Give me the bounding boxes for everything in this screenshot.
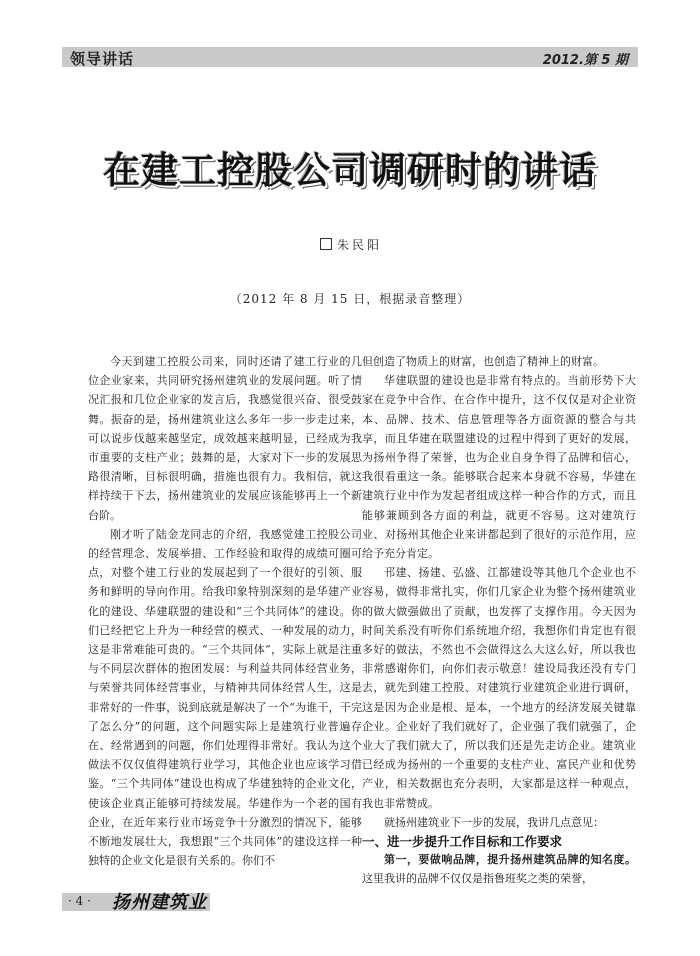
magazine-logo: 扬州建筑业 (112, 892, 207, 913)
paragraph: 华建联盟的建设也是非常有特点的。当前形势下大家在竞争中合作、在合作中提升，这不仅仅是对企业资本、品牌、技术、信息管理等各方面资源的整合与共享，而且华建在联盟建设的过程中得到了更好的发展，为扬州争得了荣誉，也为企业自身争得了品牌和信心，我很看重这一条。能够联合起来本身就不容易，华建在建筑行业中作为发起者组成这样一种合作的方式，而且能够兼顾到各方面的利益，就更不容易。这对建筑行业、对扬州其他企业来讲都起到了很好的示范作用，应给予充分肯定。 (362, 374, 636, 561)
page-number: · 4 · (68, 894, 91, 908)
author-name: 朱民阳 (337, 238, 383, 252)
date-note: （2012 年 8 月 15 日，根据录音整理） (229, 292, 471, 306)
paragraph: 刚才听了陆金龙同志的介绍，我感觉建工控股公司的经营理念、发展举措、工作经验和取得的成绩可圈可点，对整个建工行业的发展起到了一个很好的引领、服务和鲜明的导向作用。给我印象特别深刻的是华建产业化的建设、华建联盟的建设和“三个共同体”的建设。你们已经把它上升为一种经营的模式、一种发展的动力，这是非常难能可贵的。“三个共同体”，实际上就是注重与不同层次群体的抱团发展：与利益共同体经营业务，与荣誉共同体经营事业，与精神共同体经营人生，这是非常好的一件事，说到底就是解决了一个“为谁干，干完了怎么分”的问题，这个问题实际上是建筑行业普遍存在、经常遇到的问题，你们处理得非常好。我认为这个做法不仅仅值得建筑行业学习，其他企业也应该学习借鉴。“三个共同体”建设也构成了华建独特的企业文化，使该企业真正能够可持续发展。华建作为一个老的国有企业，在近年来行业市场竞争十分激烈的情况下，能够不断地发展壮大，我想跟“三个共同体”的建设这样一种独特的企业文化是很有关系的。你们不 (88, 527, 362, 868)
author-line (320, 236, 382, 253)
section-label: 领导讲话 (70, 50, 135, 68)
left-column (88, 352, 362, 870)
section-heading: 一、进一步提升工作目标和工作要求 (362, 834, 563, 850)
paragraph: 今天到建工控股公司来，同时还请了建工行业的几位企业家来，共同研究扬州建筑业的发展问题。听了情况汇报和几位企业家的发言后，我感觉很兴奋、很受鼓舞。振奋的是，扬州建筑业这么多年一步一步走过来，可以说步伐越来越坚定，成效越来越明显，已经成为我市重要的支柱产业；鼓舞的是，大家对下一步的发展思路很清晰，目标很明确，措施也很有力。我相信，就这样持续干下去，扬州建筑业的发展应该能够再上一个新台阶。 (88, 355, 362, 522)
lead-text: 这里我讲的品牌不仅仅是指鲁班奖之类的荣誉， (362, 872, 593, 886)
article-title: 在建工控股公司调研时的讲话 (103, 149, 597, 192)
paragraph: 就扬州建筑业下一步的发展，我讲几点意见： (384, 815, 604, 829)
paragraph (362, 850, 636, 888)
issue-label: 2012.第 5 期 (542, 53, 628, 68)
square-bullet-icon (320, 238, 332, 250)
lead-bold-text: 第一，要做响品牌，提升扬州建筑品牌的知名度。 (384, 853, 636, 867)
paragraph: 邗建、扬建、弘盛、江都建设等其他几个企业也不容易，做得非常扎实，你们几家企业为整个扬州建筑业的做大做强做出了贡献，也发挥了支撑作用。今天因为时间关系没有听你们系统地介绍，我想你们肯定也有很多好的做法，不然也不会做得这么大这么好，所以我也非常感谢你们，向你们表示敬意！建设局我还没有专门去，就先到建工控股、对建筑行业建筑企业进行调研，这是因为企业是根、是本，一个地方的经济发展关键靠企业。企业好了我们就好了，企业强了我们就强了，企业大了我们就大了，所以我们还是先走访企业。建筑业已经成为扬州的一个重要的支柱产业、富民产业和优势产业，相关数据也充分表明，大家都是这样一种观点，我也非常赞成。 (362, 566, 636, 810)
paragraph-continuation: 但创造了物质上的财富，也创造了精神上的财富。 (362, 355, 604, 368)
right-column (362, 352, 636, 888)
